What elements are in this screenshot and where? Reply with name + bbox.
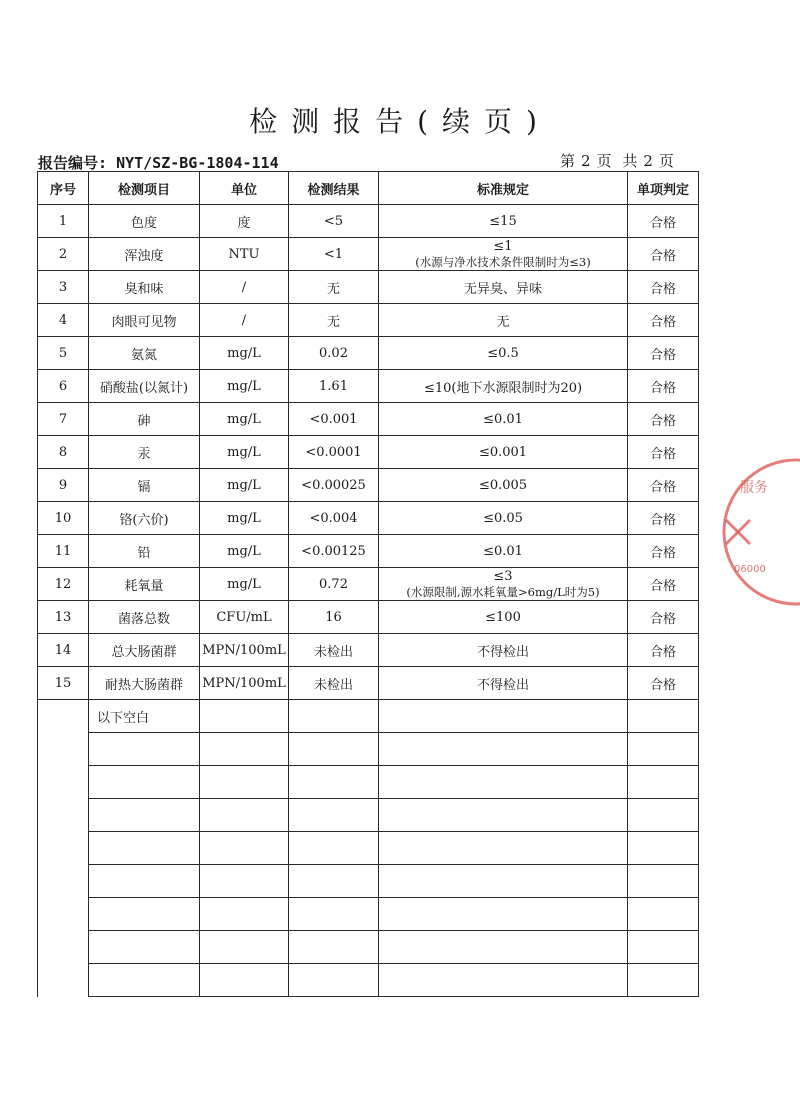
empty-cell bbox=[628, 865, 699, 898]
standard-text: 无 bbox=[496, 314, 510, 330]
empty-cell bbox=[628, 964, 699, 997]
cell-standard bbox=[379, 601, 628, 634]
empty-cell bbox=[200, 898, 289, 931]
cell-result: 1.61 bbox=[289, 370, 379, 403]
empty-cell bbox=[289, 799, 379, 832]
empty-row bbox=[38, 865, 699, 898]
blank-note-row bbox=[38, 700, 699, 733]
cell-item: 肉眼可见物 bbox=[89, 304, 200, 337]
cell-standard bbox=[379, 337, 628, 370]
cell-result: <0.004 bbox=[289, 502, 379, 535]
cell-verdict: 合格 bbox=[628, 337, 699, 370]
cell-result: <0.001 bbox=[289, 403, 379, 436]
cell-verdict: 合格 bbox=[628, 205, 699, 238]
cell-no: 12 bbox=[38, 568, 89, 601]
standard-text: ≤1 bbox=[493, 238, 513, 254]
empty-cell bbox=[38, 898, 89, 931]
cell-result: <5 bbox=[289, 205, 379, 238]
header-verdict: 单项判定 bbox=[628, 172, 699, 205]
cell-no: 4 bbox=[38, 304, 89, 337]
empty-cell bbox=[38, 766, 89, 799]
empty-cell bbox=[200, 766, 289, 799]
empty-cell bbox=[379, 733, 628, 766]
seal-graphic bbox=[716, 452, 800, 612]
cell-no: 15 bbox=[38, 667, 89, 700]
header-unit: 单位 bbox=[200, 172, 289, 205]
empty-row bbox=[38, 964, 699, 997]
empty-cell bbox=[200, 865, 289, 898]
cell-unit: mg/L bbox=[200, 403, 289, 436]
empty-cell bbox=[379, 931, 628, 964]
report-number bbox=[38, 152, 279, 173]
cell-verdict: 合格 bbox=[628, 568, 699, 601]
cell-item: 铬(六价) bbox=[89, 502, 200, 535]
empty-cell bbox=[89, 865, 200, 898]
table-row bbox=[38, 535, 699, 568]
empty-cell bbox=[38, 799, 89, 832]
empty-cell bbox=[379, 766, 628, 799]
cell-item: 砷 bbox=[89, 403, 200, 436]
cell-verdict: 合格 bbox=[628, 238, 699, 271]
page-label-di: 第 bbox=[560, 152, 576, 170]
page-total: 2 bbox=[643, 152, 653, 170]
table-row bbox=[38, 238, 699, 271]
standard-text: ≤0.5 bbox=[487, 345, 519, 361]
cell-standard bbox=[379, 271, 628, 304]
cell-unit: / bbox=[200, 304, 289, 337]
standard-text: ≤100 bbox=[485, 609, 521, 625]
empty-row bbox=[38, 832, 699, 865]
empty-cell bbox=[628, 733, 699, 766]
report-number-label: 报告编号: bbox=[38, 154, 117, 172]
empty-cell bbox=[289, 766, 379, 799]
blank-cell bbox=[289, 700, 379, 733]
empty-cell bbox=[89, 799, 200, 832]
standard-text: ≤10(地下水源限制时为20) bbox=[423, 380, 583, 396]
standard-text: 不得检出 bbox=[476, 644, 529, 660]
official-seal bbox=[716, 452, 800, 612]
cell-result: 无 bbox=[289, 271, 379, 304]
table-row bbox=[38, 568, 699, 601]
empty-cell bbox=[89, 733, 200, 766]
empty-cell bbox=[38, 931, 89, 964]
seal-number: 06000 bbox=[734, 564, 766, 575]
cell-standard bbox=[379, 469, 628, 502]
table-row bbox=[38, 601, 699, 634]
standard-text: ≤15 bbox=[489, 213, 517, 229]
cell-verdict: 合格 bbox=[628, 502, 699, 535]
blank-cell bbox=[200, 700, 289, 733]
table-row bbox=[38, 304, 699, 337]
cell-item: 汞 bbox=[89, 436, 200, 469]
empty-cell bbox=[38, 733, 89, 766]
cell-no: 1 bbox=[38, 205, 89, 238]
cell-verdict: 合格 bbox=[628, 667, 699, 700]
empty-row bbox=[38, 766, 699, 799]
cell-unit: mg/L bbox=[200, 469, 289, 502]
header-standard: 标准规定 bbox=[379, 172, 628, 205]
cell-item: 臭和味 bbox=[89, 271, 200, 304]
table-row bbox=[38, 205, 699, 238]
cell-unit: mg/L bbox=[200, 535, 289, 568]
empty-row bbox=[38, 799, 699, 832]
cell-no: 2 bbox=[38, 238, 89, 271]
table-row bbox=[38, 436, 699, 469]
empty-cell bbox=[89, 898, 200, 931]
cell-verdict: 合格 bbox=[628, 403, 699, 436]
empty-cell bbox=[628, 931, 699, 964]
empty-cell bbox=[379, 964, 628, 997]
empty-cell bbox=[289, 865, 379, 898]
empty-cell bbox=[289, 733, 379, 766]
cell-result: <0.00125 bbox=[289, 535, 379, 568]
cell-verdict: 合格 bbox=[628, 469, 699, 502]
cell-unit: mg/L bbox=[200, 436, 289, 469]
cell-item: 浑浊度 bbox=[89, 238, 200, 271]
cell-result: <0.00025 bbox=[289, 469, 379, 502]
empty-row bbox=[38, 733, 699, 766]
cell-item: 耗氧量 bbox=[89, 568, 200, 601]
cell-standard bbox=[379, 535, 628, 568]
cell-standard bbox=[379, 502, 628, 535]
empty-cell bbox=[89, 766, 200, 799]
cell-item: 氨氮 bbox=[89, 337, 200, 370]
cell-unit: MPN/100mL bbox=[200, 667, 289, 700]
table-row bbox=[38, 403, 699, 436]
cell-result: <0.0001 bbox=[289, 436, 379, 469]
cell-standard bbox=[379, 238, 628, 271]
empty-cell bbox=[289, 931, 379, 964]
cell-no: 9 bbox=[38, 469, 89, 502]
table-row bbox=[38, 271, 699, 304]
cell-standard bbox=[379, 205, 628, 238]
empty-cell bbox=[200, 733, 289, 766]
standard-text: ≤0.01 bbox=[483, 411, 523, 427]
blank-cell bbox=[379, 700, 628, 733]
cell-standard bbox=[379, 667, 628, 700]
empty-cell bbox=[628, 799, 699, 832]
cell-item: 镉 bbox=[89, 469, 200, 502]
cell-standard bbox=[379, 304, 628, 337]
blank-cell bbox=[628, 700, 699, 733]
cell-result: 无 bbox=[289, 304, 379, 337]
page-current: 2 bbox=[581, 152, 591, 170]
blank-cell bbox=[38, 700, 89, 733]
empty-cell bbox=[289, 898, 379, 931]
empty-cell bbox=[38, 865, 89, 898]
cell-no: 10 bbox=[38, 502, 89, 535]
empty-cell bbox=[628, 898, 699, 931]
cell-verdict: 合格 bbox=[628, 535, 699, 568]
cell-result: 未检出 bbox=[289, 667, 379, 700]
cell-verdict: 合格 bbox=[628, 601, 699, 634]
cell-unit: CFU/mL bbox=[200, 601, 289, 634]
empty-cell bbox=[379, 898, 628, 931]
page-label-ye: 页 bbox=[596, 152, 612, 170]
cell-no: 5 bbox=[38, 337, 89, 370]
report-title: 检测报告(续页) bbox=[249, 105, 551, 138]
cell-unit: mg/L bbox=[200, 568, 289, 601]
table-row bbox=[38, 469, 699, 502]
report-number-value: NYT/SZ-BG-1804-114 bbox=[116, 154, 279, 172]
blank-note: 以下空白 bbox=[89, 700, 200, 733]
cell-item: 耐热大肠菌群 bbox=[89, 667, 200, 700]
cell-unit: mg/L bbox=[200, 370, 289, 403]
header-item: 检测项目 bbox=[89, 172, 200, 205]
standard-text: ≤0.05 bbox=[483, 510, 523, 526]
cell-unit: 度 bbox=[200, 205, 289, 238]
seal-text: 服务 bbox=[740, 480, 768, 496]
empty-row bbox=[38, 898, 699, 931]
page-label-ye2: 页 bbox=[658, 152, 674, 170]
cell-no: 14 bbox=[38, 634, 89, 667]
test-results-table bbox=[37, 171, 699, 997]
cell-verdict: 合格 bbox=[628, 271, 699, 304]
cell-standard bbox=[379, 436, 628, 469]
cell-item: 色度 bbox=[89, 205, 200, 238]
cell-result: 16 bbox=[289, 601, 379, 634]
cell-result: <1 bbox=[289, 238, 379, 271]
cell-no: 7 bbox=[38, 403, 89, 436]
standard-text: ≤3 bbox=[493, 568, 513, 584]
empty-cell bbox=[89, 931, 200, 964]
cell-verdict: 合格 bbox=[628, 370, 699, 403]
empty-cell bbox=[289, 964, 379, 997]
standard-text: 不得检出 bbox=[476, 677, 529, 693]
empty-cell bbox=[379, 832, 628, 865]
table-row bbox=[38, 370, 699, 403]
table-row bbox=[38, 337, 699, 370]
cell-no: 3 bbox=[38, 271, 89, 304]
header-result: 检测结果 bbox=[289, 172, 379, 205]
standard-text: ≤0.001 bbox=[478, 444, 528, 460]
cell-item: 总大肠菌群 bbox=[89, 634, 200, 667]
cell-unit: mg/L bbox=[200, 337, 289, 370]
page-indicator bbox=[560, 150, 680, 171]
empty-cell bbox=[200, 964, 289, 997]
standard-text: ≤0.005 bbox=[478, 477, 528, 493]
cell-result: 未检出 bbox=[289, 634, 379, 667]
standard-text: ≤0.01 bbox=[483, 543, 523, 559]
table-row bbox=[38, 502, 699, 535]
cell-no: 11 bbox=[38, 535, 89, 568]
cell-standard bbox=[379, 634, 628, 667]
cell-verdict: 合格 bbox=[628, 304, 699, 337]
empty-cell bbox=[379, 799, 628, 832]
cell-item: 铅 bbox=[89, 535, 200, 568]
cell-unit: / bbox=[200, 271, 289, 304]
standard-text: 无异臭、异味 bbox=[463, 281, 542, 297]
cell-standard bbox=[379, 568, 628, 601]
empty-cell bbox=[89, 832, 200, 865]
cell-unit: mg/L bbox=[200, 502, 289, 535]
standard-note: (水源与净水技术条件限制时为≤3) bbox=[415, 254, 591, 269]
empty-cell bbox=[289, 832, 379, 865]
cell-verdict: 合格 bbox=[628, 436, 699, 469]
cell-no: 13 bbox=[38, 601, 89, 634]
cell-item: 硝酸盐(以氮计) bbox=[89, 370, 200, 403]
table-row bbox=[38, 667, 699, 700]
table-row bbox=[38, 634, 699, 667]
cell-standard bbox=[379, 403, 628, 436]
empty-cell bbox=[628, 766, 699, 799]
empty-cell bbox=[89, 964, 200, 997]
empty-cell bbox=[628, 832, 699, 865]
empty-cell bbox=[38, 832, 89, 865]
cell-result: 0.02 bbox=[289, 337, 379, 370]
cell-no: 8 bbox=[38, 436, 89, 469]
empty-cell bbox=[200, 832, 289, 865]
table-header-row bbox=[38, 172, 699, 205]
cell-result: 0.72 bbox=[289, 568, 379, 601]
empty-row bbox=[38, 931, 699, 964]
cell-unit: NTU bbox=[200, 238, 289, 271]
cell-item: 菌落总数 bbox=[89, 601, 200, 634]
empty-cell bbox=[200, 931, 289, 964]
cell-unit: MPN/100mL bbox=[200, 634, 289, 667]
cell-verdict: 合格 bbox=[628, 634, 699, 667]
cell-standard bbox=[379, 370, 628, 403]
page-label-gong: 共 bbox=[622, 152, 638, 170]
header-no: 序号 bbox=[38, 172, 89, 205]
cell-no: 6 bbox=[38, 370, 89, 403]
standard-note: (水源限制,源水耗氧量>6mg/L时为5) bbox=[406, 584, 600, 599]
empty-cell bbox=[38, 964, 89, 997]
empty-cell bbox=[200, 799, 289, 832]
empty-cell bbox=[379, 865, 628, 898]
